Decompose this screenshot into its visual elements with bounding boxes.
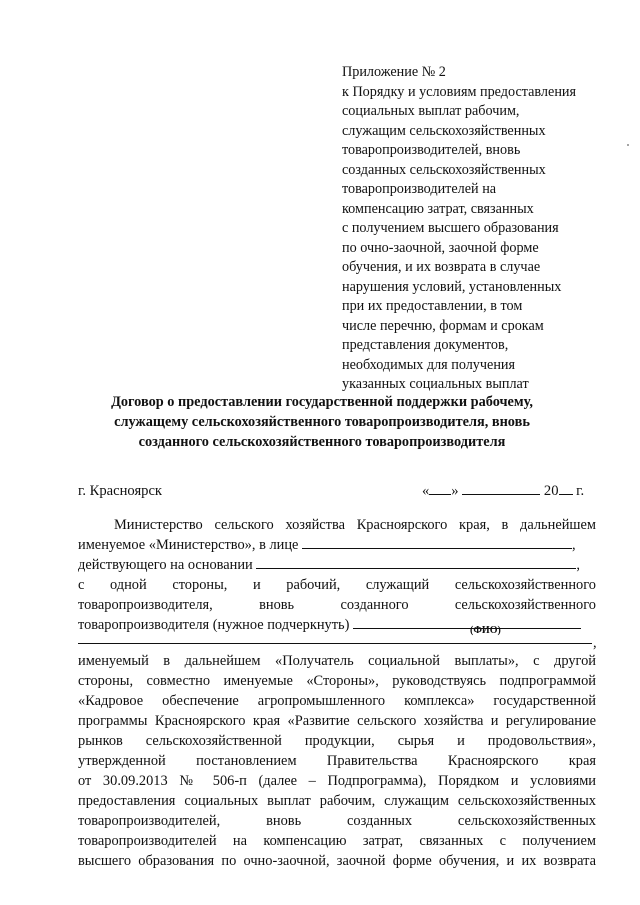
body-line bbox=[78, 535, 576, 555]
fio-blank[interactable] bbox=[353, 615, 581, 629]
body-line: именуемый в дальнейшем «Получатель социальной выплаты», с другой bbox=[78, 653, 596, 669]
title-line: созданного сельскохозяйственного товаропроизводителя bbox=[138, 434, 506, 450]
body-line: программы Красноярского края «Развитие сельского хозяйства и регулирование bbox=[78, 713, 596, 729]
appendix-line: по очно-заочной, заочной форме bbox=[342, 239, 539, 256]
body-line: с одной стороны, и рабочий, служащий сельскохозяйственного bbox=[78, 577, 596, 593]
body-line bbox=[78, 615, 581, 635]
comma: , bbox=[572, 537, 576, 553]
year-prefix: 20 bbox=[543, 483, 559, 499]
date-open-quote: « bbox=[422, 483, 430, 499]
title-line: служащему сельскохозяйственного товаропроизводителя, вновь bbox=[114, 414, 530, 430]
body-line: утвержденной постановлением Правительства Красноярского края bbox=[78, 753, 596, 769]
body-line: высшего образования по очно-заочной, заочной форме обучения, и их возврата bbox=[78, 853, 596, 869]
appendix-line: социальных выплат рабочим, bbox=[342, 103, 520, 119]
basis-blank[interactable] bbox=[256, 555, 576, 569]
body-line: товаропроизводителей, вновь созданных сельскохозяйственных bbox=[78, 813, 596, 829]
body-line: товаропроизводителя, вновь созданного сельскохозяйственного bbox=[78, 597, 596, 613]
body-line: товаропроизводителей на компенсацию затрат, связанных с получением bbox=[78, 833, 596, 849]
appendix-line: с получением высшего образования bbox=[342, 220, 559, 236]
representative-blank[interactable] bbox=[302, 535, 572, 549]
appendix-line: представления документов, bbox=[342, 337, 509, 353]
appendix-line: Приложение № 2 bbox=[342, 64, 446, 80]
appendix-line: созданных сельскохозяйственных bbox=[342, 161, 546, 178]
year-blank[interactable] bbox=[559, 481, 573, 495]
body-line: рынков сельскохозяйственной продукции, сырья и продовольствия», bbox=[78, 733, 596, 749]
appendix-line: служащим сельскохозяйственных bbox=[342, 122, 546, 139]
year-suffix: г. bbox=[576, 483, 585, 499]
appendix-line: нарушения условий, установленных bbox=[342, 278, 562, 295]
appendix-line: к Порядку и условиям предоставления bbox=[342, 83, 577, 100]
scan-speck bbox=[627, 144, 629, 146]
title-line: Договор о предоставлении государственной поддержки рабочему, bbox=[111, 394, 533, 410]
body-line bbox=[78, 555, 580, 575]
fio-caption: (ФИО) bbox=[470, 625, 501, 636]
appendix-line: товаропроизводителей, вновь bbox=[342, 142, 521, 158]
appendix-line: числе перечню, формам и срокам bbox=[342, 317, 544, 334]
appendix-line: при их предоставлении, в том bbox=[342, 298, 523, 314]
body-line: Министерство сельского хозяйства Красноярского края, в дальнейшем bbox=[114, 517, 596, 533]
date-field bbox=[422, 481, 584, 500]
body-line: от 30.09.2013 № 506-п (далее – Подпрограмма), Порядком и условиями bbox=[78, 773, 596, 789]
date-close-quote: » bbox=[451, 483, 459, 499]
body-line: стороны, совместно именуемые «Стороны», руководствуясь подпрограммой bbox=[78, 673, 596, 689]
document-title bbox=[80, 392, 564, 452]
body-line: предоставления социальных выплат рабочим, служащим сельскохозяйственных bbox=[78, 793, 596, 809]
comma: , bbox=[576, 557, 580, 573]
body-text: именуемое «Министерство», в лице bbox=[78, 537, 299, 553]
fio-continuation-blank[interactable] bbox=[78, 643, 592, 644]
appendix-line: указанных социальных выплат bbox=[342, 376, 529, 392]
comma: , bbox=[593, 635, 597, 651]
appendix-line: обучения, и их возврата в случае bbox=[342, 259, 541, 275]
body-text: товаропроизводителя (нужное подчеркнуть) bbox=[78, 617, 350, 633]
appendix-line: компенсацию затрат, связанных bbox=[342, 200, 534, 217]
appendix-block bbox=[342, 63, 612, 395]
body-text: действующего на основании bbox=[78, 557, 253, 573]
month-blank[interactable] bbox=[462, 481, 540, 495]
day-blank[interactable] bbox=[429, 481, 451, 495]
city-label: г. Красноярск bbox=[78, 483, 163, 499]
body-line: «Кадровое обеспечение агропромышленного комплекса» государственной bbox=[78, 693, 596, 709]
appendix-line: товаропроизводителей на bbox=[342, 181, 497, 197]
appendix-line: необходимых для получения bbox=[342, 356, 516, 373]
